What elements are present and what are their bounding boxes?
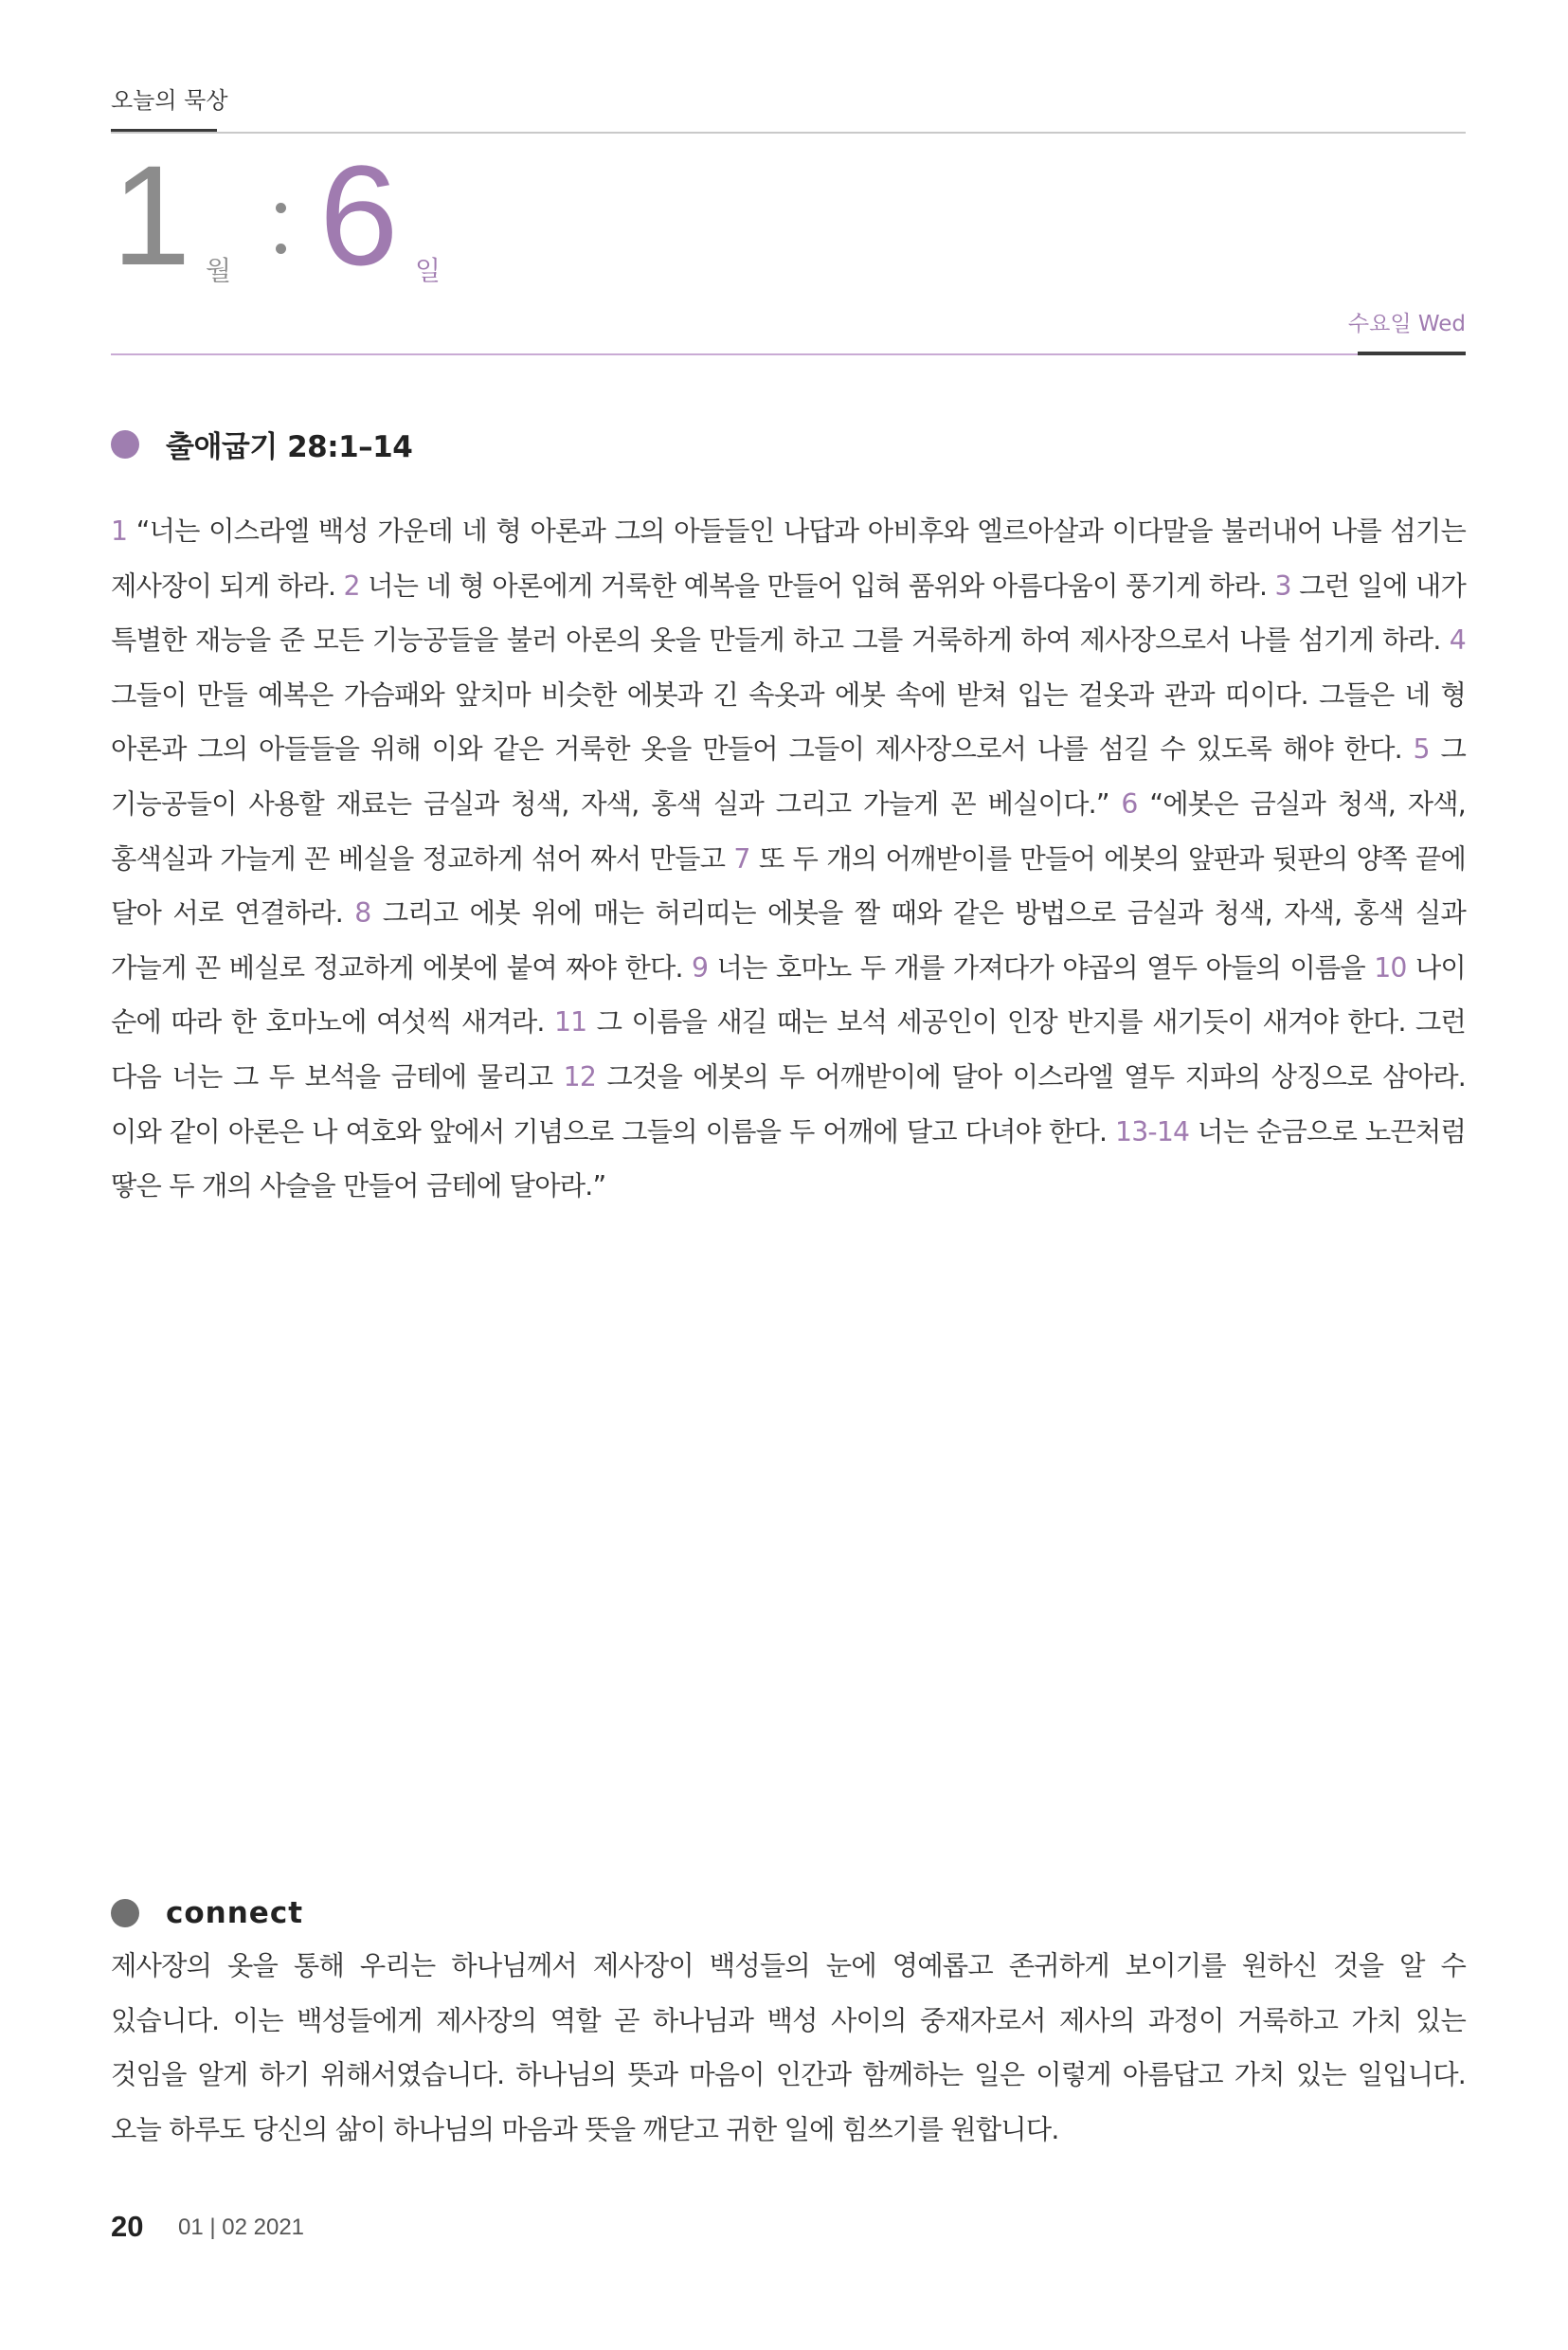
scripture-heading (111, 423, 412, 465)
verse-text: 너는 네 형 아론에게 거룩한 예복을 만들어 입혀 품위와 아름다움이 풍기게 하라. (368, 569, 1268, 602)
verse-text: “너는 이스라엘 백성 가운데 네 형 아론과 그의 아들들인 나답과 아비후와 엘르아살과 이다말을 불러내어 나를 섬기는 제사장이 되게 하라. (111, 515, 1467, 602)
verse-number: 11 (553, 1006, 587, 1039)
header-divider (111, 132, 1466, 134)
verse-number: 4 (1449, 624, 1466, 657)
verse-text: 너는 순금으로 노끈처럼 땋은 두 개의 사슬을 만들어 금테에 달아라.” (111, 1115, 1466, 1202)
connect-title: connect (166, 1896, 304, 1930)
page-number: 20 (111, 2210, 144, 2243)
bullet-icon (111, 1899, 139, 1927)
connect-heading (111, 1896, 303, 1930)
date-colon-dot (276, 244, 286, 254)
verse-number: 5 (1413, 733, 1430, 766)
issue-date: 01 | 02 2021 (178, 2214, 305, 2240)
day-number: 6 (319, 136, 399, 295)
verse-text: 그들이 만들 예복은 가슴패와 앞치마 비슷한 에봇과 긴 속옷과 에봇 속에 받쳐 입는 겉옷과 관과 띠이다. 그들은 네 형 아론과 그의 아들들을 위해 이와 같은 거룩한 옷을 만들어 그들이 제사장으로서 나를 섬길 수 있도록 해야 한다. (111, 678, 1466, 766)
verse-text: 또 두 개의 어깨받이를 만들어 에봇의 앞판과 뒷판의 양쪽 끝에 달아 서로 연결하라. (111, 842, 1466, 930)
verse-number: 9 (692, 951, 709, 984)
verse-text: “에봇은 금실과 청색, 자색, 홍색실과 가늘게 꼰 베실을 정교하게 섞어 짜서 만들고 (111, 787, 1466, 875)
bullet-icon (111, 430, 139, 459)
verse-number: 10 (1374, 951, 1407, 984)
verse-text: 나이 순에 따라 한 호마노에 여섯씩 새겨라. (111, 951, 1466, 1039)
verse-number: 1 (111, 515, 128, 547)
verse-number: 13-14 (1115, 1115, 1190, 1148)
verse-text: 그 기능공들이 사용할 재료는 금실과 청색, 자색, 홍색 실과 그리고 가늘게 꼰 베실이다.” (111, 733, 1466, 820)
month-number: 1 (112, 136, 191, 295)
verse-number: 2 (343, 569, 360, 602)
verse-text: 그런 일에 내가 특별한 재능을 준 모든 기능공들을 불러 아론의 옷을 만들게 하고 그를 거룩하게 하여 제사장으로서 나를 섬기게 하라. (111, 569, 1466, 657)
scripture-reference: 출애굽기 28:1–14 (166, 430, 413, 464)
verse-text: 그것을 에봇의 두 어깨받이에 달아 이스라엘 열두 지파의 상징으로 삼아라. 이와 같이 아론은 나 여호와 앞에서 기념으로 그들의 이름을 두 어깨에 달고 다녀야 한다. (111, 1060, 1466, 1148)
date-divider (111, 353, 1466, 355)
verse-number: 8 (354, 897, 371, 930)
date-colon-dot (276, 203, 286, 213)
verse-text: 그 이름을 새길 때는 보석 세공인이 인장 반지를 새기듯이 새겨야 한다. 그런 다음 너는 그 두 보석을 금테에 물리고 (111, 1006, 1467, 1093)
verse-number: 7 (733, 842, 750, 875)
scripture-passage (111, 504, 1466, 1214)
verse-number: 12 (563, 1060, 597, 1093)
date-accent-bar (1358, 352, 1466, 355)
month-unit: 월 (206, 255, 232, 286)
verse-number: 6 (1121, 787, 1138, 820)
connect-paragraph: 제사장의 옷을 통해 우리는 하나님께서 제사장이 백성들의 눈에 영예롭고 존귀하게 보이기를 원하신 것을 알 수 있습니다. 이는 백성들에게 제사장의 역할 곧 하나님과 백성 사이의 중재자로서 제사의 과정이 거룩하고 가치 있는 것임을 알게 하기 위해서였습니다. 하나님의 뜻과 마음이 인간과 함께하는 일은 이렇게 아름답고 가치 있는 일입니다. 오늘 하루도 당신의 삶이 하나님의 마음과 뜻을 깨닫고 귀한 일에 힘쓰기를 원합니다. (111, 1950, 1466, 2145)
header-label: 오늘의 묵상 (111, 87, 228, 114)
weekday-label: 수요일 Wed (1347, 312, 1466, 336)
verse-text: 너는 호마노 두 개를 가져다가 야곱의 열두 아들의 이름을 (716, 951, 1365, 984)
verse-number: 3 (1274, 569, 1291, 602)
day-unit: 일 (415, 255, 442, 286)
verse-text: 그리고 에봇 위에 매는 허리띠는 에봇을 짤 때와 같은 방법으로 금실과 청색, 자색, 홍색 실과 가늘게 꼰 베실로 정교하게 에봇에 붙여 짜야 한다. (111, 897, 1466, 984)
